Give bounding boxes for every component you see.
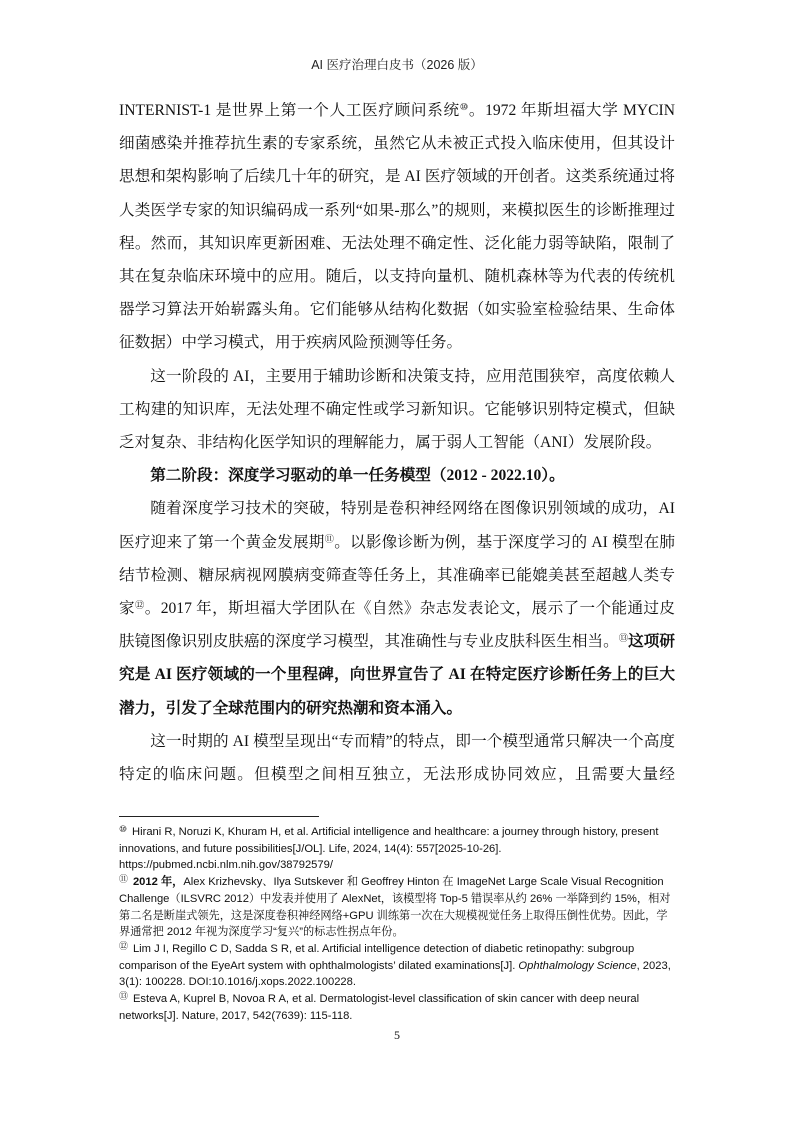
footnote-separator — [119, 816, 319, 817]
footnote-text: , 2023, 3(1): 100228. DOI:10.1016/j.xops.2022.100228. — [119, 959, 671, 989]
footnote-ref-10: ⑩ — [459, 102, 469, 113]
paragraph-1-text-b: 。1972 年斯坦福大学 MYCIN 细菌感染并推荐抗生素的专家系统，虽然它从未被正式投入临床使用，但其设计思想和架构影响了后续几十年的研究，是 AI 医疗领域的开创者。这类系统通过将人类医学专家的知识编码成一系列“如果-那么”的规则，来模拟医生的诊断推理过程。然而，其知识库更新困难、无法处理不确定性、泛化能力弱等缺陷，限制了其在复杂临床环境中的应用。随后，以支持向量机、随机森林等为代表的传统机器学习算法开始崭露头角。它们能够从结构化数据（如实验室检验结果、生命体征数据）中学习模式，用于疾病风险预测等任务。 — [119, 102, 676, 352]
footnote-10 — [119, 824, 675, 874]
footnote-text: Lim J I, Regillo C D, Sadda S R, et al. Artificial intelligence detection of diabetic retinopathy: subgroup comparison of the EyeArt system with ophthalmologists’ dilated examinations[J]. — [119, 942, 635, 972]
paragraph-3 — [119, 492, 675, 724]
paragraph-2: 这一阶段的 AI，主要用于辅助诊断和决策支持，应用范围狭窄，高度依赖人工构建的知识库，无法处理不确定性或学习新知识。它能够识别特定模式，但缺乏对复杂、非结构化医学知识的理解能力，属于弱人工智能（ANI）发展阶段。 — [119, 367, 675, 452]
footnote-ref-13: ⑬ — [618, 634, 629, 645]
footnote-ref-11: ⑪ — [324, 534, 335, 545]
footnote-mark: ⑬ — [119, 991, 128, 1002]
paragraph-4: 这一时期的 AI 模型呈现出“专而精”的特点，即一个模型通常只解决一个高度特定的临床问题。但模型之间相互独立，无法形成协同效应，且需要大量经 — [119, 732, 675, 784]
page-number: 5 — [394, 1028, 400, 1043]
paragraph-3-text-c: 。2017 年，斯坦福大学团队在《自然》杂志发表论文，展示了一个能通过皮肤镜图像识别皮肤癌的深度学习模型，其准确性与专业皮肤科医生相当。 — [119, 600, 675, 651]
paragraph-3-text-a: 随着深度学习技术的突破，特别是卷积神经网络在图像识别领域的成功，AI 医疗迎来了第一个黄金发展期 — [119, 500, 675, 551]
paragraph-1 — [119, 94, 675, 360]
section-heading: 第二阶段：深度学习驱动的单一任务模型（2012 - 2022.10）。 — [150, 467, 565, 485]
body-text — [119, 94, 675, 791]
footnote-text: Hirani R, Noruzi K, Khuram H, et al. Artificial intelligence and healthcare: a journey through history, present innovations, and future possibilities[J/OL]. Life, 2024, 14(4): 557[2025-10-26]. https://pubmed.ncbi.nlm.nih.gov/38792579/ — [119, 826, 659, 872]
footnote-text: Alex Krizhevsky、Ilya Sutskever 和 Geoffrey Hinton 在 ImageNet Large Scale Visual Recognition Challenge（ILSVRC 2012）中发表并使用了 AlexNet，该模型将 Top-5 错误率从约 26% 一举降到约 15%，相对第二名是断崖式领先，这是深度卷积神经网络+GPU 训练第一次在大规模视觉任务上取得压倒性优势。因此，学界通常把 2012 年视为深度学习“复兴”的标志性拐点年份。 — [119, 876, 671, 939]
footnote-text: Esteva A, Kuprel B, Novoa R A, et al. Dermatologist-level classification of skin cancer with deep neural networks[J]. Nature, 2017, 542(7639): 115-118. — [119, 993, 640, 1022]
footnote-ref-12: ⑫ — [134, 600, 145, 611]
paragraph-3-text-b: 。以影像诊断为例，基于深度学习的 AI 模型在肺结节检测、糖尿病视网膜病变筛查等任务上，其准确率已能媲美甚至超越人类专家 — [119, 533, 675, 618]
footnote-mark: ⑫ — [119, 941, 128, 952]
footnote-13 — [119, 991, 675, 1024]
paragraph-1-text-a: INTERNIST-1 是世界上第一个人工医疗顾问系统 — [119, 102, 460, 119]
footnote-journal: Ophthalmology Science — [518, 959, 637, 972]
footnote-lead: 2012 年， — [132, 876, 184, 889]
footnotes — [119, 824, 675, 1043]
footnote-11 — [119, 874, 675, 941]
footnote-mark: ⑩ — [119, 824, 128, 835]
footnote-mark: ⑪ — [119, 874, 128, 885]
footnote-12 — [119, 941, 675, 991]
paragraph-3-bold-text: 这项研究是 AI 医疗领域的一个里程碑，向世界宣告了 AI 在特定医疗诊断任务上的巨大潜力，引发了全球范围内的研究热潮和资本涌入。 — [119, 633, 675, 717]
running-header: AI 医疗治理白皮书（2026 版） — [311, 58, 483, 72]
